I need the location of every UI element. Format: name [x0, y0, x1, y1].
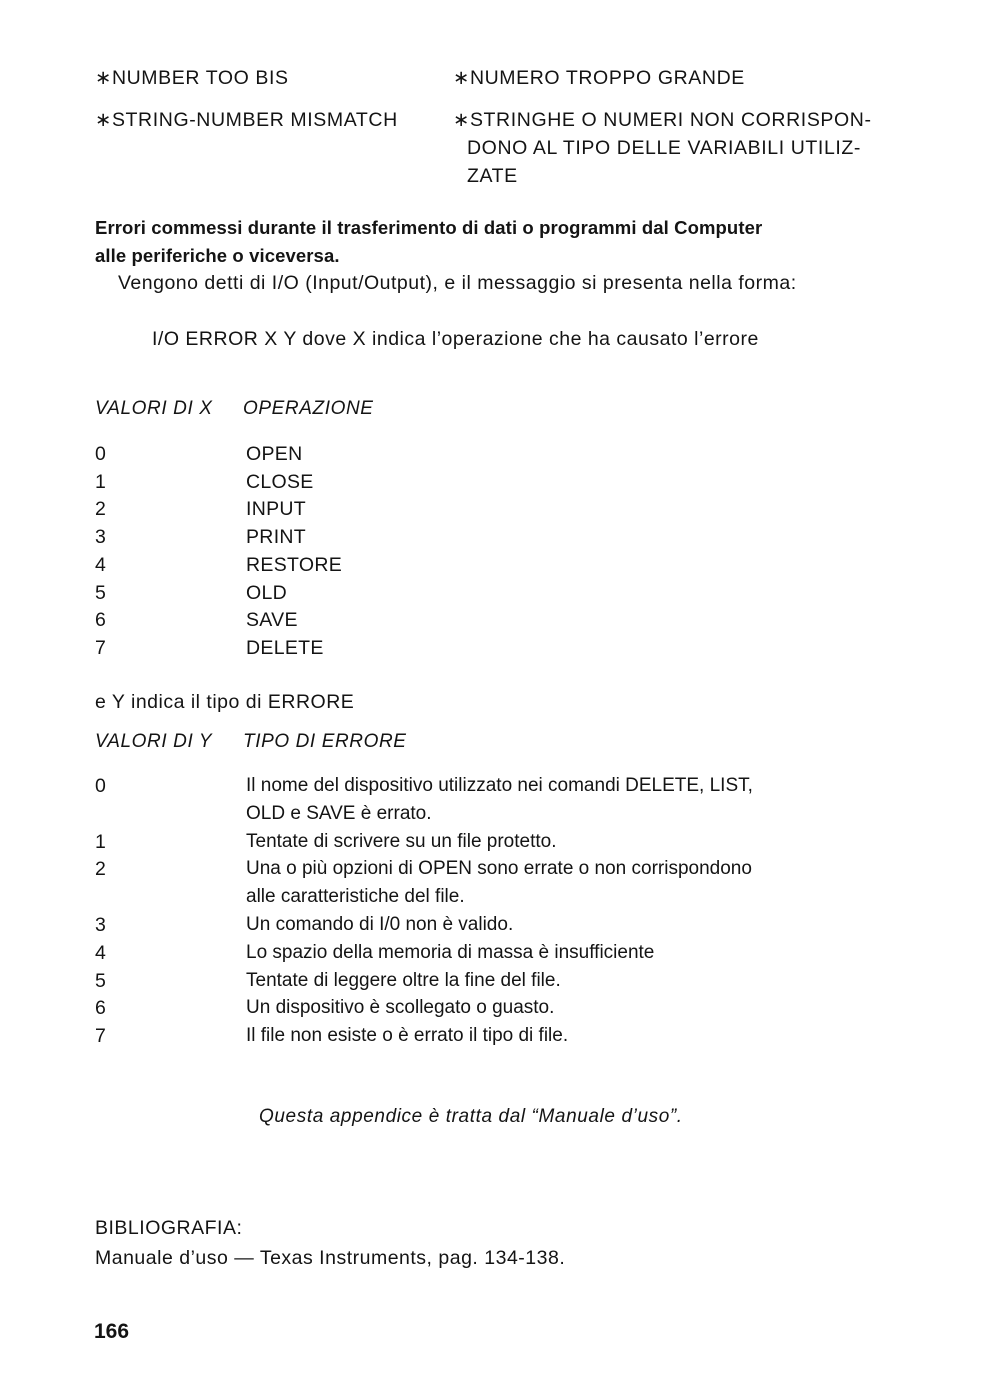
table-x-row — [95, 606, 595, 634]
table-x-operation: CLOSE — [246, 470, 314, 493]
table-y-value: 5 — [95, 969, 107, 992]
table-y-error-text: Il file non esiste o è errato il tipo di file. — [246, 1025, 569, 1047]
table-y-value: 2 — [95, 858, 107, 881]
table-y-error-text: Il nome del dispositivo utilizzato nei comandi DELETE, LIST, — [246, 775, 753, 796]
table-y-row — [95, 967, 855, 995]
table-x-value: 6 — [95, 609, 107, 632]
page-number: 166 — [94, 1320, 130, 1343]
bibliography-heading: BIBLIOGRAFIA: — [95, 1217, 243, 1239]
table-y-error-text: alle caratteristiche del file. — [246, 886, 465, 908]
error-message-it: ∗NUMERO TROPPO GRANDE — [453, 67, 745, 89]
section-heading: alle periferiche o viceversa. — [95, 245, 340, 266]
table-x-row — [95, 523, 595, 551]
table-y-error-text: Una o più opzioni di OPEN sono errate o non corrispondono — [246, 858, 752, 880]
table-y-value: 4 — [95, 941, 107, 964]
table-y-row — [95, 939, 855, 967]
table-y-row — [95, 994, 855, 1022]
table-x-value: 0 — [95, 443, 107, 465]
table-y-value: 1 — [95, 830, 107, 853]
table-x-row — [95, 468, 595, 496]
table-x-header-value: VALORI DI X — [95, 398, 213, 419]
table-x-header-desc: OPERAZIONE — [243, 398, 374, 419]
table-x-row — [95, 579, 595, 607]
table-y-error-text: Tentate di scrivere su un file protetto. — [246, 830, 557, 852]
table-x-value: 4 — [95, 553, 107, 576]
source-note: Questa appendice è tratta dal “Manuale d’uso”. — [259, 1106, 683, 1127]
table-y-row — [95, 828, 855, 856]
table-x-value: 5 — [95, 581, 107, 604]
error-message-en: ∗NUMBER TOO BIS — [95, 67, 289, 89]
error-message-it: DONO AL TIPO DELLE VARIABILI UTILIZ- — [467, 137, 862, 159]
table-x-row — [95, 551, 595, 579]
table-y-error-text: Tentate di leggere oltre la fine del file. — [246, 969, 561, 991]
y-intro: e Y indica il tipo di ERRORE — [95, 691, 355, 713]
table-x-row — [95, 440, 595, 468]
table-y-value: 3 — [95, 914, 107, 936]
table-y-row — [95, 772, 855, 824]
table-y-error-text: Un comando di I/0 non è valido. — [246, 914, 514, 935]
table-x-operation: OPEN — [246, 443, 303, 465]
table-x-row — [95, 634, 595, 662]
table-x-value: 3 — [95, 526, 107, 549]
section-heading: Errori commessi durante il trasferimento di dati o programmi dal Computer — [95, 217, 763, 238]
table-x-operation: INPUT — [246, 498, 306, 521]
table-y-value: 0 — [95, 775, 107, 797]
table-x-operation: DELETE — [246, 636, 324, 659]
table-x-value: 1 — [95, 470, 107, 493]
table-x-operation: OLD — [246, 581, 287, 604]
error-message-it: ZATE — [467, 165, 518, 187]
table-y-error-text: Lo spazio della memoria di massa è insufficiente — [246, 941, 655, 963]
table-y-row — [95, 911, 855, 939]
table-y-value: 6 — [95, 997, 107, 1020]
table-y-header-value: VALORI DI Y — [95, 731, 213, 752]
table-y-header-desc: TIPO DI ERRORE — [243, 731, 407, 752]
error-message-it: ∗STRINGHE O NUMERI NON CORRISPON- — [453, 109, 872, 131]
table-y-error-text: Un dispositivo è scollegato o guasto. — [246, 997, 555, 1019]
table-x-operation: SAVE — [246, 609, 298, 632]
table-y-error-text: OLD e SAVE è errato. — [246, 802, 432, 824]
table-x-value: 7 — [95, 636, 107, 659]
table-x-value: 2 — [95, 498, 107, 521]
table-y-value: 7 — [95, 1025, 107, 1048]
error-message-en: ∗STRING-NUMBER MISMATCH — [95, 109, 398, 131]
bibliography-entry: Manuale d’uso — Texas Instruments, pag. 134-138. — [95, 1247, 566, 1269]
table-x-row — [95, 495, 595, 523]
table-y-row — [95, 855, 855, 908]
table-x-operation: RESTORE — [246, 553, 343, 576]
table-x-operation: PRINT — [246, 526, 306, 549]
format-line: I/O ERROR X Y dove X indica l’operazione che ha causato l’errore — [152, 328, 759, 350]
intro-paragraph: Vengono detti di I/O (Input/Output), e il messaggio si presenta nella forma: — [118, 272, 797, 294]
table-y-row — [95, 1022, 855, 1050]
